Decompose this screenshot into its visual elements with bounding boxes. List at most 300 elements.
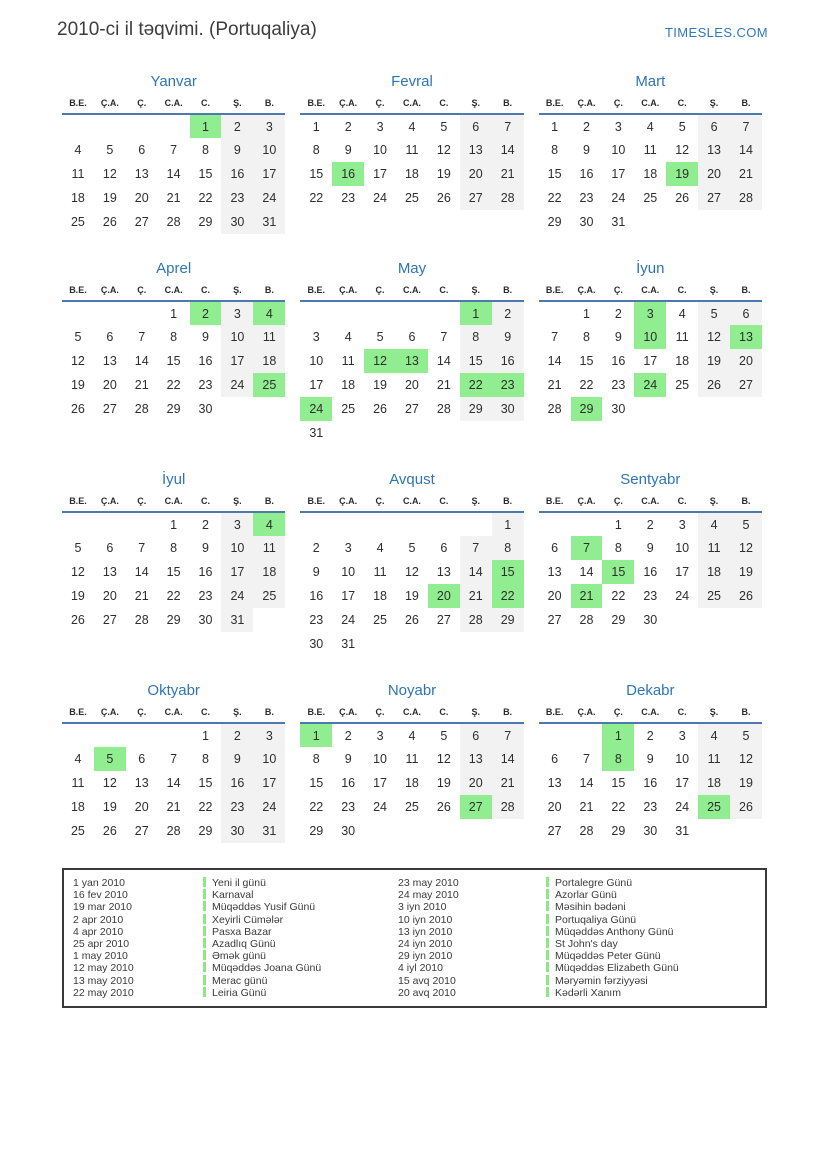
day-cell: 8 xyxy=(492,536,524,560)
week-row xyxy=(539,397,762,421)
day-cell: 13 xyxy=(436,565,451,579)
day-cell: 21 xyxy=(166,191,181,205)
day-cell: 10 xyxy=(675,752,690,766)
day-cell: 20 xyxy=(134,191,149,205)
day-cell: 30 xyxy=(341,824,356,838)
weekday-header: Ş. xyxy=(460,704,492,723)
weekday-header: C.A. xyxy=(396,493,428,512)
day-cell: 15 xyxy=(309,167,324,181)
day-cell: 10 xyxy=(253,138,285,162)
month-calendar xyxy=(300,73,523,210)
day-cell: 15 xyxy=(198,776,213,790)
legend-holiday-label: Müqəddəs Anthony Günü xyxy=(555,925,674,938)
day-cell: 8 xyxy=(312,752,320,766)
holiday-tick-icon xyxy=(203,987,206,997)
weekday-header: B. xyxy=(492,95,524,114)
month-calendar xyxy=(62,682,285,843)
legend-holiday-name xyxy=(546,914,761,926)
day-cell xyxy=(492,819,524,843)
day-cell: 4 xyxy=(74,143,82,157)
day-cell: 1 xyxy=(170,517,178,532)
day-cell: 28 xyxy=(492,186,524,210)
day-cell: 11 xyxy=(341,354,355,368)
day-cell: 28 xyxy=(579,613,594,627)
day-cell: 30 xyxy=(309,637,324,651)
legend-holiday-label: Müqəddəs Joana Günü xyxy=(212,962,322,975)
legend-holiday-name xyxy=(203,975,398,987)
weekday-header: C.A. xyxy=(158,704,190,723)
day-cell: 28 xyxy=(579,824,594,838)
day-cell: 16 xyxy=(198,354,213,368)
day-cell xyxy=(634,210,666,234)
day-cell: 13 xyxy=(134,776,149,790)
day-cell: 9 xyxy=(646,541,654,555)
weekday-header: C.A. xyxy=(634,282,666,301)
day-cell: 24 xyxy=(373,800,387,814)
day-cell: 4 xyxy=(253,512,285,536)
holiday-tick-icon xyxy=(546,987,549,997)
month-table xyxy=(539,95,762,234)
week-row xyxy=(62,138,285,162)
day-cell: 16 xyxy=(341,776,356,790)
day-cell: 25 xyxy=(643,191,658,205)
weekday-header: Ç. xyxy=(364,704,396,723)
day-cell: 12 xyxy=(404,565,419,579)
weekday-header: Ç. xyxy=(126,282,158,301)
day-cell: 13 xyxy=(547,776,562,790)
weekday-header-row xyxy=(539,95,762,114)
legend-holiday-name xyxy=(546,962,761,974)
day-cell: 3 xyxy=(376,119,384,134)
day-cell: 5 xyxy=(440,728,448,743)
day-cell xyxy=(730,397,762,421)
legend-date: 16 fev 2010 xyxy=(73,889,128,902)
day-cell: 24 xyxy=(611,191,626,205)
week-row xyxy=(62,210,285,234)
day-cell: 27 xyxy=(436,613,451,627)
week-row xyxy=(539,584,762,608)
day-cell: 5 xyxy=(408,541,416,555)
week-row xyxy=(300,632,523,656)
day-cell: 19 xyxy=(373,378,387,392)
weekday-header: Ş. xyxy=(460,282,492,301)
day-cell: 6 xyxy=(730,301,762,325)
day-cell xyxy=(698,397,730,421)
month-title: Aprel xyxy=(156,260,192,277)
legend-date: 4 iyl 2010 xyxy=(398,962,443,975)
week-row xyxy=(300,560,523,584)
day-cell: 12 xyxy=(675,143,690,157)
day-cell: 14 xyxy=(492,747,524,771)
day-cell: 12 xyxy=(70,354,85,368)
day-cell: 20 xyxy=(547,589,562,603)
weekday-header: C. xyxy=(190,95,222,114)
day-cell: 30 xyxy=(221,819,253,843)
day-cell: 10 xyxy=(373,143,387,157)
day-cell xyxy=(634,397,666,421)
day-cell: 19 xyxy=(730,771,762,795)
day-cell: 5 xyxy=(106,143,114,157)
weekday-header: Ç. xyxy=(602,282,634,301)
day-cell: 10 xyxy=(341,565,356,579)
day-cell: 27 xyxy=(460,795,492,819)
day-cell xyxy=(428,819,460,843)
weekday-header: Ç.A. xyxy=(94,493,126,512)
day-cell: 21 xyxy=(579,800,594,814)
weekday-header-row xyxy=(300,493,523,512)
week-row xyxy=(300,608,523,632)
day-cell: 6 xyxy=(551,752,559,766)
day-cell xyxy=(666,397,698,421)
weekday-header: C. xyxy=(666,282,698,301)
weekday-header-row xyxy=(300,282,523,301)
day-cell: 10 xyxy=(309,354,324,368)
day-cell: 17 xyxy=(373,167,387,181)
day-cell: 3 xyxy=(376,728,384,743)
weekday-header: B.E. xyxy=(300,282,332,301)
day-cell: 25 xyxy=(253,584,285,608)
day-cell xyxy=(300,301,332,325)
day-cell xyxy=(396,632,428,656)
day-cell: 8 xyxy=(170,330,178,344)
legend-date: 13 iyn 2010 xyxy=(398,925,453,938)
day-cell: 9 xyxy=(583,143,590,157)
day-cell xyxy=(253,397,285,421)
day-cell: 3 xyxy=(344,541,352,555)
weekday-header: C.A. xyxy=(634,95,666,114)
month-calendar xyxy=(539,471,762,632)
weekday-header: Ş. xyxy=(460,493,492,512)
day-cell xyxy=(539,301,571,325)
week-row xyxy=(539,536,762,560)
day-cell: 20 xyxy=(460,162,492,186)
day-cell: 14 xyxy=(547,354,562,368)
day-cell: 10 xyxy=(634,325,666,349)
legend-holiday-label: Əmək günü xyxy=(212,950,267,963)
day-cell: 17 xyxy=(611,167,626,181)
day-cell: 19 xyxy=(730,560,762,584)
legend-holiday-label: Müqəddəs Peter Günü xyxy=(555,950,661,963)
week-row xyxy=(300,512,523,536)
weekday-header: B.E. xyxy=(62,282,94,301)
holiday-tick-icon xyxy=(546,975,549,985)
day-cell: 6 xyxy=(460,114,492,138)
day-cell: 12 xyxy=(698,325,730,349)
day-cell: 6 xyxy=(408,330,416,344)
day-cell: 31 xyxy=(675,824,690,838)
day-cell: 18 xyxy=(404,776,419,790)
day-cell: 18 xyxy=(341,378,356,392)
week-row xyxy=(300,723,523,747)
day-cell: 8 xyxy=(602,747,634,771)
day-cell: 9 xyxy=(221,138,253,162)
legend-date: 25 apr 2010 xyxy=(73,938,130,951)
day-cell: 18 xyxy=(373,589,387,603)
day-cell: 19 xyxy=(102,800,117,814)
day-cell: 7 xyxy=(170,752,178,766)
day-cell: 5 xyxy=(440,119,448,134)
day-cell xyxy=(396,512,428,536)
day-cell: 5 xyxy=(730,723,762,747)
day-cell: 28 xyxy=(134,402,149,416)
weekday-header: B.E. xyxy=(539,704,571,723)
day-cell: 23 xyxy=(643,800,658,814)
day-cell: 5 xyxy=(730,512,762,536)
day-cell: 2 xyxy=(190,301,222,325)
day-cell: 24 xyxy=(300,397,332,421)
day-cell: 8 xyxy=(170,541,178,555)
week-row xyxy=(539,186,762,210)
day-cell: 5 xyxy=(376,330,384,344)
day-cell: 12 xyxy=(102,776,117,790)
week-row xyxy=(539,512,762,536)
day-cell: 26 xyxy=(730,584,762,608)
day-cell: 1 xyxy=(190,114,222,138)
day-cell: 16 xyxy=(611,354,626,368)
site-logo-link[interactable]: TIMESLES.COM xyxy=(664,25,768,40)
month-title: Yanvar xyxy=(150,73,197,90)
month-table xyxy=(539,282,762,421)
day-cell: 10 xyxy=(253,747,285,771)
week-row xyxy=(300,819,523,843)
day-cell xyxy=(221,397,253,421)
day-cell: 29 xyxy=(166,613,181,627)
day-cell: 3 xyxy=(253,114,285,138)
day-cell: 26 xyxy=(675,191,690,205)
week-row xyxy=(300,373,523,397)
day-cell: 21 xyxy=(492,771,524,795)
day-cell: 7 xyxy=(583,752,590,766)
weekday-header: Ç. xyxy=(364,95,396,114)
legend-holiday-name xyxy=(203,938,398,950)
day-cell: 4 xyxy=(698,723,730,747)
weekday-header: C. xyxy=(666,704,698,723)
weekday-header-row xyxy=(539,282,762,301)
day-cell: 9 xyxy=(202,541,209,555)
day-cell: 14 xyxy=(460,560,492,584)
day-cell: 17 xyxy=(373,776,387,790)
day-cell: 4 xyxy=(253,301,285,325)
day-cell: 25 xyxy=(698,584,730,608)
legend-holiday-label: Məsihin bədəni xyxy=(555,901,626,914)
day-cell xyxy=(460,512,492,536)
day-cell: 18 xyxy=(643,167,658,181)
day-cell: 2 xyxy=(344,728,352,743)
weekday-header: Ç.A. xyxy=(94,95,126,114)
day-cell xyxy=(94,723,126,747)
week-row xyxy=(539,819,762,843)
weekday-header: Ç.A. xyxy=(94,704,126,723)
weekday-header: C.A. xyxy=(634,704,666,723)
week-row xyxy=(300,421,523,445)
day-cell: 15 xyxy=(198,167,213,181)
day-cell: 22 xyxy=(309,191,324,205)
month-calendar xyxy=(300,682,523,843)
day-cell: 23 xyxy=(309,613,324,627)
week-row xyxy=(300,186,523,210)
month-calendar xyxy=(300,471,523,656)
weekday-header-row xyxy=(539,493,762,512)
day-cell: 23 xyxy=(198,589,213,603)
day-cell xyxy=(698,210,730,234)
legend-holiday-label: Kədərli Xanım xyxy=(555,986,621,999)
day-cell: 13 xyxy=(460,138,492,162)
legend-date: 15 avq 2010 xyxy=(398,974,456,987)
day-cell: 3 xyxy=(634,301,666,325)
day-cell: 13 xyxy=(396,349,428,373)
legend-holiday-name xyxy=(546,950,761,962)
day-cell: 21 xyxy=(571,584,603,608)
week-row xyxy=(539,795,762,819)
legend-holiday-label: Pasxa Bazar xyxy=(212,925,272,938)
day-cell: 17 xyxy=(675,776,690,790)
legend-holiday-name xyxy=(203,987,398,999)
day-cell: 22 xyxy=(198,800,213,814)
weekday-header: Ç.A. xyxy=(332,704,364,723)
day-cell: 26 xyxy=(698,373,730,397)
day-cell xyxy=(364,421,396,445)
week-row xyxy=(539,138,762,162)
weekday-header: Ç. xyxy=(126,95,158,114)
month-title: May xyxy=(397,260,427,277)
day-cell xyxy=(62,114,94,138)
legend-holiday-label: Leiria Günü xyxy=(212,986,267,999)
holiday-tick-icon xyxy=(203,926,206,936)
weekday-header: Ç.A. xyxy=(332,95,364,114)
day-cell: 23 xyxy=(643,589,658,603)
day-cell: 18 xyxy=(675,354,690,368)
week-row xyxy=(539,747,762,771)
day-cell: 14 xyxy=(166,167,181,181)
weekday-header: C.A. xyxy=(158,493,190,512)
day-cell: 3 xyxy=(614,119,622,134)
weekday-header: B. xyxy=(253,493,285,512)
weekday-header: Ş. xyxy=(221,493,253,512)
holiday-tick-icon xyxy=(203,938,206,948)
day-cell: 19 xyxy=(70,589,85,603)
week-row xyxy=(62,397,285,421)
day-cell: 23 xyxy=(221,795,253,819)
day-cell: 20 xyxy=(134,800,149,814)
day-cell: 11 xyxy=(373,565,387,579)
week-row xyxy=(62,186,285,210)
day-cell xyxy=(666,210,698,234)
week-row xyxy=(539,373,762,397)
week-row xyxy=(300,301,523,325)
legend-holiday-label: Xeyirli Cümələr xyxy=(212,913,284,926)
weekday-header: B. xyxy=(253,282,285,301)
week-row xyxy=(300,747,523,771)
weekday-header: Ç. xyxy=(126,704,158,723)
day-cell: 27 xyxy=(102,613,117,627)
day-cell: 17 xyxy=(253,162,285,186)
month-table xyxy=(62,95,285,234)
day-cell: 2 xyxy=(202,517,209,532)
month-table xyxy=(300,282,523,445)
legend-date: 20 avq 2010 xyxy=(398,986,456,999)
day-cell: 15 xyxy=(309,776,324,790)
month-title: Dekabr xyxy=(626,682,675,699)
week-row xyxy=(539,114,762,138)
day-cell: 8 xyxy=(202,752,209,766)
day-cell: 1 xyxy=(170,306,178,321)
weekday-header: B.E. xyxy=(539,493,571,512)
holiday-tick-icon xyxy=(203,914,206,924)
day-cell: 27 xyxy=(102,402,117,416)
day-cell: 23 xyxy=(579,191,594,205)
day-cell: 3 xyxy=(221,512,253,536)
week-row xyxy=(300,114,523,138)
weekday-header-row xyxy=(62,282,285,301)
day-cell: 22 xyxy=(166,378,181,392)
weekday-header: Ş. xyxy=(221,282,253,301)
weekday-header: C. xyxy=(190,493,222,512)
weekday-header: C. xyxy=(428,282,460,301)
day-cell: 10 xyxy=(611,143,626,157)
day-cell: 16 xyxy=(221,162,253,186)
day-cell: 29 xyxy=(166,402,181,416)
day-cell xyxy=(94,512,126,536)
day-cell: 13 xyxy=(134,167,149,181)
day-cell: 22 xyxy=(309,800,324,814)
day-cell xyxy=(126,301,158,325)
day-cell: 24 xyxy=(253,795,285,819)
day-cell: 13 xyxy=(102,354,117,368)
legend-date: 10 iyn 2010 xyxy=(398,913,453,926)
day-cell: 26 xyxy=(436,800,451,814)
weekday-header-row xyxy=(62,493,285,512)
day-cell: 24 xyxy=(634,373,666,397)
day-cell: 20 xyxy=(404,378,419,392)
day-cell: 1 xyxy=(583,306,590,321)
week-row xyxy=(62,584,285,608)
day-cell xyxy=(396,301,428,325)
day-cell: 25 xyxy=(404,800,419,814)
day-cell: 19 xyxy=(70,378,85,392)
weekday-header: B.E. xyxy=(62,704,94,723)
day-cell: 9 xyxy=(492,325,524,349)
week-row xyxy=(300,584,523,608)
day-cell: 8 xyxy=(202,143,209,157)
weekday-header: Ş. xyxy=(221,704,253,723)
day-cell: 1 xyxy=(602,723,634,747)
month-table xyxy=(300,704,523,843)
day-cell: 19 xyxy=(404,589,419,603)
day-cell: 20 xyxy=(698,162,730,186)
day-cell: 21 xyxy=(492,162,524,186)
day-cell: 5 xyxy=(698,301,730,325)
day-cell: 28 xyxy=(460,608,492,632)
week-row xyxy=(62,795,285,819)
day-cell: 27 xyxy=(404,402,419,416)
day-cell: 18 xyxy=(70,191,85,205)
day-cell xyxy=(698,819,730,843)
day-cell: 25 xyxy=(675,378,690,392)
month-table xyxy=(62,704,285,843)
weekday-header: B. xyxy=(730,282,762,301)
day-cell: 6 xyxy=(138,143,146,157)
day-cell: 29 xyxy=(460,397,492,421)
legend-holiday-name xyxy=(546,901,761,913)
day-cell: 22 xyxy=(460,373,492,397)
day-cell: 11 xyxy=(698,536,730,560)
day-cell: 10 xyxy=(373,752,387,766)
day-cell: 11 xyxy=(405,752,419,766)
day-cell xyxy=(158,723,190,747)
day-cell: 3 xyxy=(312,330,320,344)
day-cell: 13 xyxy=(460,747,492,771)
legend-holiday-label: Müqəddəs Yusif Günü xyxy=(212,901,316,914)
